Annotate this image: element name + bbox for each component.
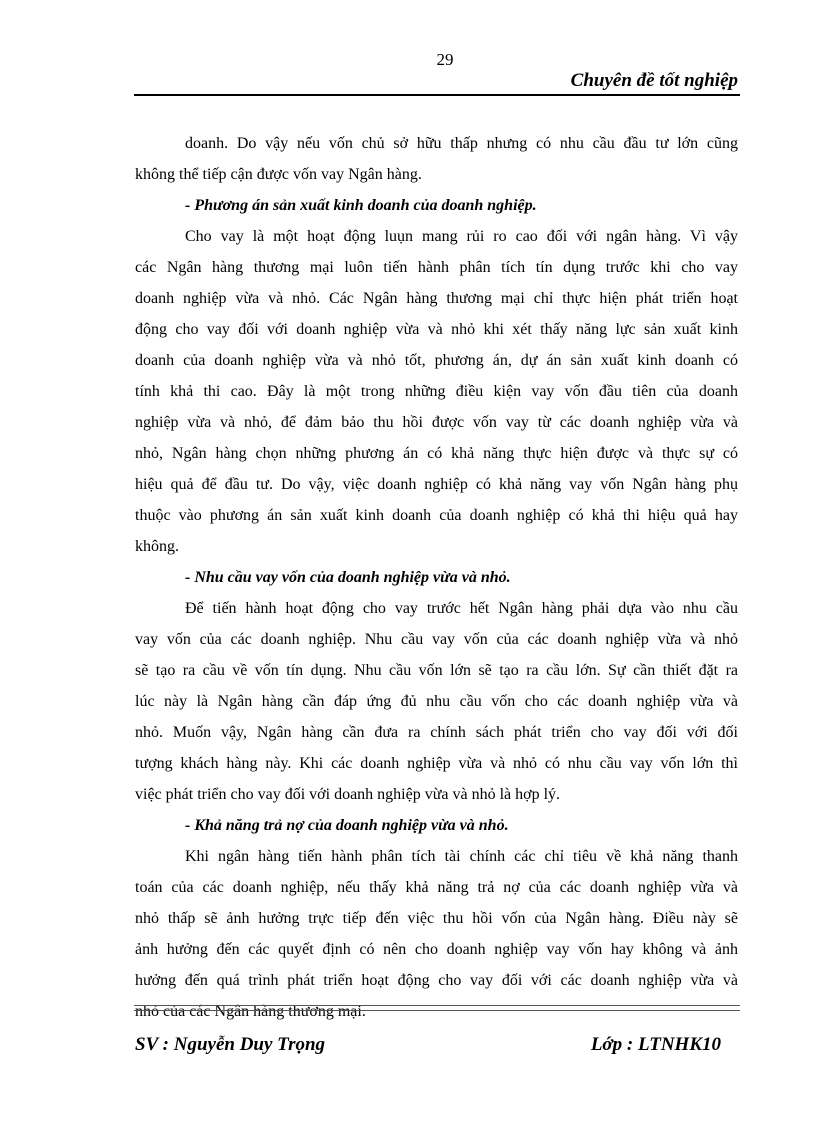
paragraph-line: Cho vay là một hoạt động luụn mang rủi ro cao đối với ngân hàng. Vì vậy [185, 228, 738, 245]
footer-class: Lớp : LTNHK10 [590, 1034, 721, 1055]
paragraph-line: việc phát triển cho vay đối với doanh nghiệp vừa và nhỏ là hợp lý. [135, 786, 561, 803]
paragraph-line: động cho vay đối với doanh nghiệp vừa và nhỏ khi xét thấy năng lực sản xuất kinh [135, 321, 738, 338]
footer-student: SV : Nguyễn Duy Trọng [135, 1034, 326, 1055]
paragraph-line: hiệu quả để đầu tư. Do vậy, việc doanh nghiệp có khả năng vay vốn Ngân hàng phụ [135, 476, 738, 493]
footer-divider [134, 1005, 740, 1011]
paragraph-line: tính khả thi cao. Đây là một trong những điều kiện vay vốn đầu tiên của doanh [135, 383, 738, 400]
paragraph-line: các Ngân hàng thương mại luôn tiến hành phân tích tín dụng trước khi cho vay [135, 259, 738, 276]
paragraph-line: sẽ tạo ra cầu về vốn tín dụng. Nhu cầu vốn lớn sẽ tạo ra cầu lớn. Sự cần thiết đặt ra [135, 662, 738, 679]
paragraph-line: nhỏ. Muốn vậy, Ngân hàng cần đưa ra chính sách phát triển cho vay đối với đối [135, 724, 738, 741]
paragraph-line: lúc này là Ngân hàng cần đáp ứng đủ nhu cầu vốn cho các doanh nghiệp vừa và [135, 693, 738, 710]
paragraph-line: nhỏ, Ngân hàng chọn những phương án có khả năng thực hiện được và thực sự có [135, 445, 738, 462]
paragraph-line: doanh nghiệp vừa và nhỏ. Các Ngân hàng thương mại chỉ thực hiện phát triển hoạt [135, 290, 738, 307]
paragraph-line: doanh. Do vậy nếu vốn chủ sở hữu thấp nhưng có nhu cầu đầu tư lớn cũng [185, 135, 738, 152]
document-body [135, 128, 738, 1027]
paragraph-line: vay vốn của các doanh nghiệp. Nhu cầu vay vốn của các doanh nghiệp vừa và nhỏ [135, 631, 738, 648]
header-divider [134, 94, 740, 96]
paragraph-line: không thể tiếp cận được vốn vay Ngân hàng. [135, 166, 422, 183]
paragraph-line: hưởng đến quá trình phát triển hoạt động cho vay đối với các doanh nghiệp vừa và [135, 972, 738, 989]
paragraph-line: nghiệp vừa và nhỏ, để đảm bảo thu hồi được vốn vay từ các doanh nghiệp vừa và [135, 414, 738, 431]
paragraph-line: nhỏ thấp sẽ ảnh hưởng trực tiếp đến việc thu hồi vốn của Ngân hàng. Điều này sẽ [135, 910, 738, 927]
header-title: Chuyên đề tốt nghiệp [570, 70, 738, 91]
paragraph-line: Để tiến hành hoạt động cho vay trước hết Ngân hàng phải dựa vào nhu cầu [185, 600, 738, 617]
section-heading: - Khả năng trả nợ của doanh nghiệp vừa và nhỏ. [185, 817, 509, 834]
section-heading: - Nhu cầu vay vốn của doanh nghiệp vừa và nhỏ. [185, 569, 511, 586]
paragraph-line: tượng khách hàng này. Khi các doanh nghiệp vừa và nhỏ có nhu cầu vay vốn lớn thì [135, 755, 738, 772]
paragraph-line: Khi ngân hàng tiến hành phân tích tài chính các chỉ tiêu về khả năng thanh [185, 848, 738, 865]
paragraph-line: nhỏ của các Ngân hàng thương mại. [135, 1003, 366, 1020]
paragraph-line: không. [135, 538, 179, 555]
page-number: 29 [436, 50, 454, 69]
paragraph-line: doanh của doanh nghiệp vừa và nhỏ tốt, phương án, dự án sản xuất kinh doanh có [135, 352, 738, 369]
paragraph-line: thuộc vào phương án sản xuất kinh doanh của doanh nghiệp có khả thi hiệu quả hay [135, 507, 738, 524]
paragraph-line: toán của các doanh nghiệp, nếu thấy khả năng trả nợ của các doanh nghiệp vừa và [135, 879, 738, 896]
paragraph-line: ảnh hưởng đến các quyết định có nên cho doanh nghiệp vay vốn hay không và ảnh [135, 941, 738, 958]
section-heading: - Phương án sản xuất kinh doanh của doanh nghiệp. [185, 197, 537, 214]
